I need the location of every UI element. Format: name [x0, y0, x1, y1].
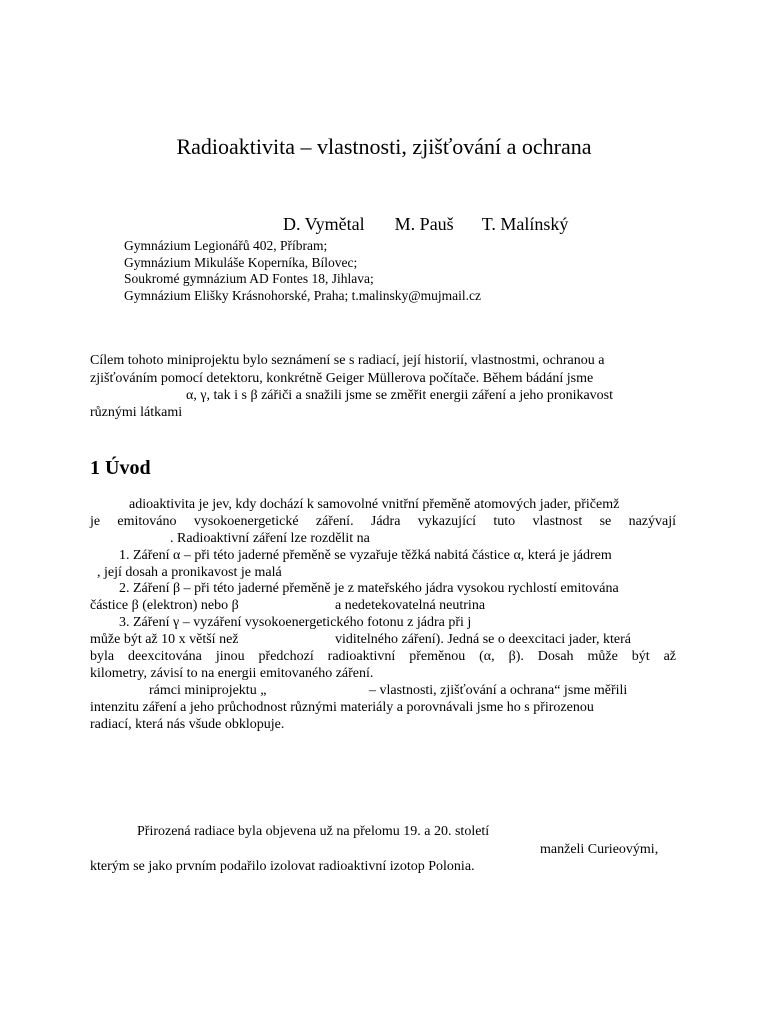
intro-line: viditelného záření). Jedná se o deexcitaci jader, která	[335, 632, 632, 647]
abstract-line: zjišťováním pomocí detektoru, konkrétně Geiger Müllerova počítače. Během bádání jsme	[90, 371, 594, 386]
list-item-gamma: 3. Záření γ – vyzáření vysokoenergetického fotonu z jádra při j	[119, 615, 472, 630]
author-1: D. Vymětal	[283, 214, 365, 234]
affiliation-line: Gymnázium Mikuláše Koperníka, Bílovec;	[124, 255, 358, 270]
list-item-beta: 2. Záření β – při této jaderné přeměně je z mateřského jádra vysokou rychlostí emitována	[119, 581, 619, 596]
affiliation-line: Soukromé gymnázium AD Fontes 18, Jihlava;	[124, 271, 374, 286]
intro-line: . Radioaktivní záření lze rozdělit na	[170, 531, 370, 546]
authors	[283, 213, 568, 235]
intro-line: – vlastnosti, zjišťování a ochrana“ jsme měřili	[369, 683, 628, 698]
page-title: Radioaktivita – vlastnosti, zjišťování a ochrana	[176, 134, 592, 159]
abstract-line: různými látkami	[90, 405, 183, 420]
section-heading: 1 Úvod	[90, 457, 151, 479]
intro-line: byla deexcitována jinou předchozí radioaktivní přeměnou (α, β). Dosah může být až	[90, 649, 676, 664]
intro-line: radiací, která nás všude obklopuje.	[90, 717, 285, 732]
author-3: T. Malínský	[481, 214, 569, 234]
author-2: M. Pauš	[394, 214, 454, 234]
list-item-alpha: 1. Záření α – při této jaderné přeměně se vyzařuje těžká nabitá částice α, která je jádrem	[119, 548, 612, 563]
history-line: manželi Curieovými,	[540, 842, 659, 857]
history-line: Přirozená radiace byla objevena už na přelomu 19. a 20. století	[137, 824, 490, 839]
abstract-line: Cílem tohoto miniprojektu bylo seznámení se s radiací, její historií, vlastnostmi, ochranou a	[90, 353, 605, 368]
intro-line: rámci miniprojektu „	[149, 683, 267, 698]
history-line: kterým se jako prvním podařilo izolovat radioaktivní izotop Polonia.	[90, 859, 475, 874]
abstract-line: α, γ, tak i s β zářiči a snažili jsme se změřit energii záření a jeho pronikavost	[186, 388, 614, 403]
intro-line: intenzitu záření a jeho průchodnost různými materiály a porovnávali jsme ho s přirozenou	[90, 700, 594, 715]
intro-line: kilometry, závisí to na energii emitovaného záření.	[90, 666, 374, 681]
intro-line: částice β (elektron) nebo β	[90, 598, 239, 613]
intro-line: je emitováno vysokoenergetické záření. Jádra vykazující tuto vlastnost se nazývají	[90, 514, 676, 529]
intro-line: , její dosah a pronikavost je malá	[97, 565, 282, 580]
intro-line: adioaktivita je jev, kdy dochází k samovolné vnitřní přeměně atomových jader, přičemž	[129, 497, 620, 512]
affiliation-line: Gymnázium Legionářů 402, Příbram;	[124, 238, 328, 253]
intro-line: může být až 10 x větší než	[90, 632, 239, 647]
affiliation-line: Gymnázium Elišky Krásnohorské, Praha; t.malinsky@mujmail.cz	[124, 288, 481, 303]
intro-line: a nedetekovatelná neutrina	[335, 598, 486, 613]
